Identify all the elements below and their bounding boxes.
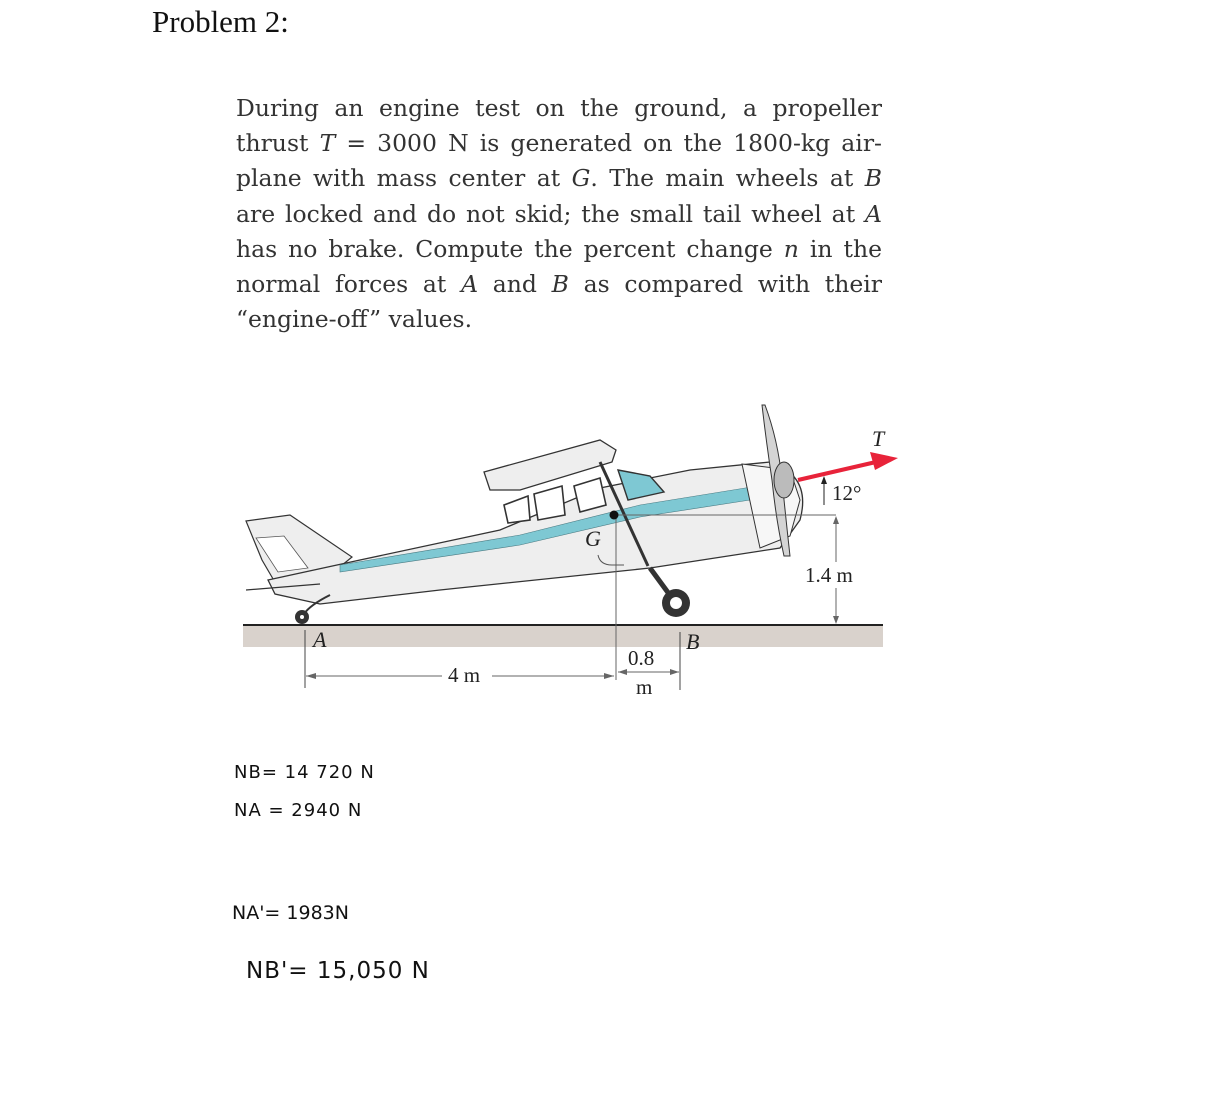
propeller-spinner	[774, 462, 794, 498]
label-4m: 4 m	[448, 663, 481, 687]
label-height: 1.4 m	[805, 563, 853, 587]
text-run: normal forces at	[236, 270, 462, 299]
text-run: as compared with their	[568, 270, 883, 299]
variable: B	[864, 164, 882, 193]
label-angle: 12°	[832, 481, 862, 505]
label-B: B	[686, 629, 700, 654]
handwritten-nb-prime: NB'= 15,050 N	[246, 958, 430, 984]
text-run: During an engine test on the ground, a propeller	[236, 94, 882, 122]
text-run: in the	[798, 234, 883, 263]
problem-title: Problem 2:	[152, 4, 289, 39]
text-run: has no brake. Compute the percent change	[236, 234, 784, 263]
variable: A	[461, 270, 479, 299]
variable: n	[783, 234, 799, 263]
cabin-window	[534, 486, 565, 520]
variable: T	[319, 129, 336, 158]
text-run: are locked and do not skid; the small tail wheel at	[236, 199, 866, 228]
text-run: “engine-off” values.	[236, 305, 473, 334]
label-T: T	[872, 426, 885, 451]
text-run: . The main wheels at	[590, 164, 865, 193]
label-m: m	[636, 675, 653, 699]
label-G: G	[585, 526, 601, 551]
cabin-window	[574, 478, 606, 512]
handwritten-nb: NB= 14 720 N	[234, 762, 375, 783]
cabin-window	[504, 496, 530, 523]
thrust-arrow	[798, 462, 876, 480]
variable: A	[865, 199, 882, 228]
variable: B	[551, 270, 569, 299]
variable: G	[571, 164, 591, 193]
ground	[243, 625, 883, 647]
handwritten-na-prime: NA'= 1983N	[232, 902, 349, 924]
label-A: A	[313, 627, 327, 652]
handwritten-na: NA = 2940 N	[234, 800, 363, 821]
center-of-mass	[610, 511, 619, 520]
text-run: = 3000 N is generated on the 1800-kg air-	[335, 129, 882, 158]
label-0-8: 0.8	[628, 646, 655, 670]
text-run: and	[478, 270, 552, 299]
text-run: plane with mass center at	[236, 164, 572, 193]
text-run: thrust	[236, 129, 320, 158]
